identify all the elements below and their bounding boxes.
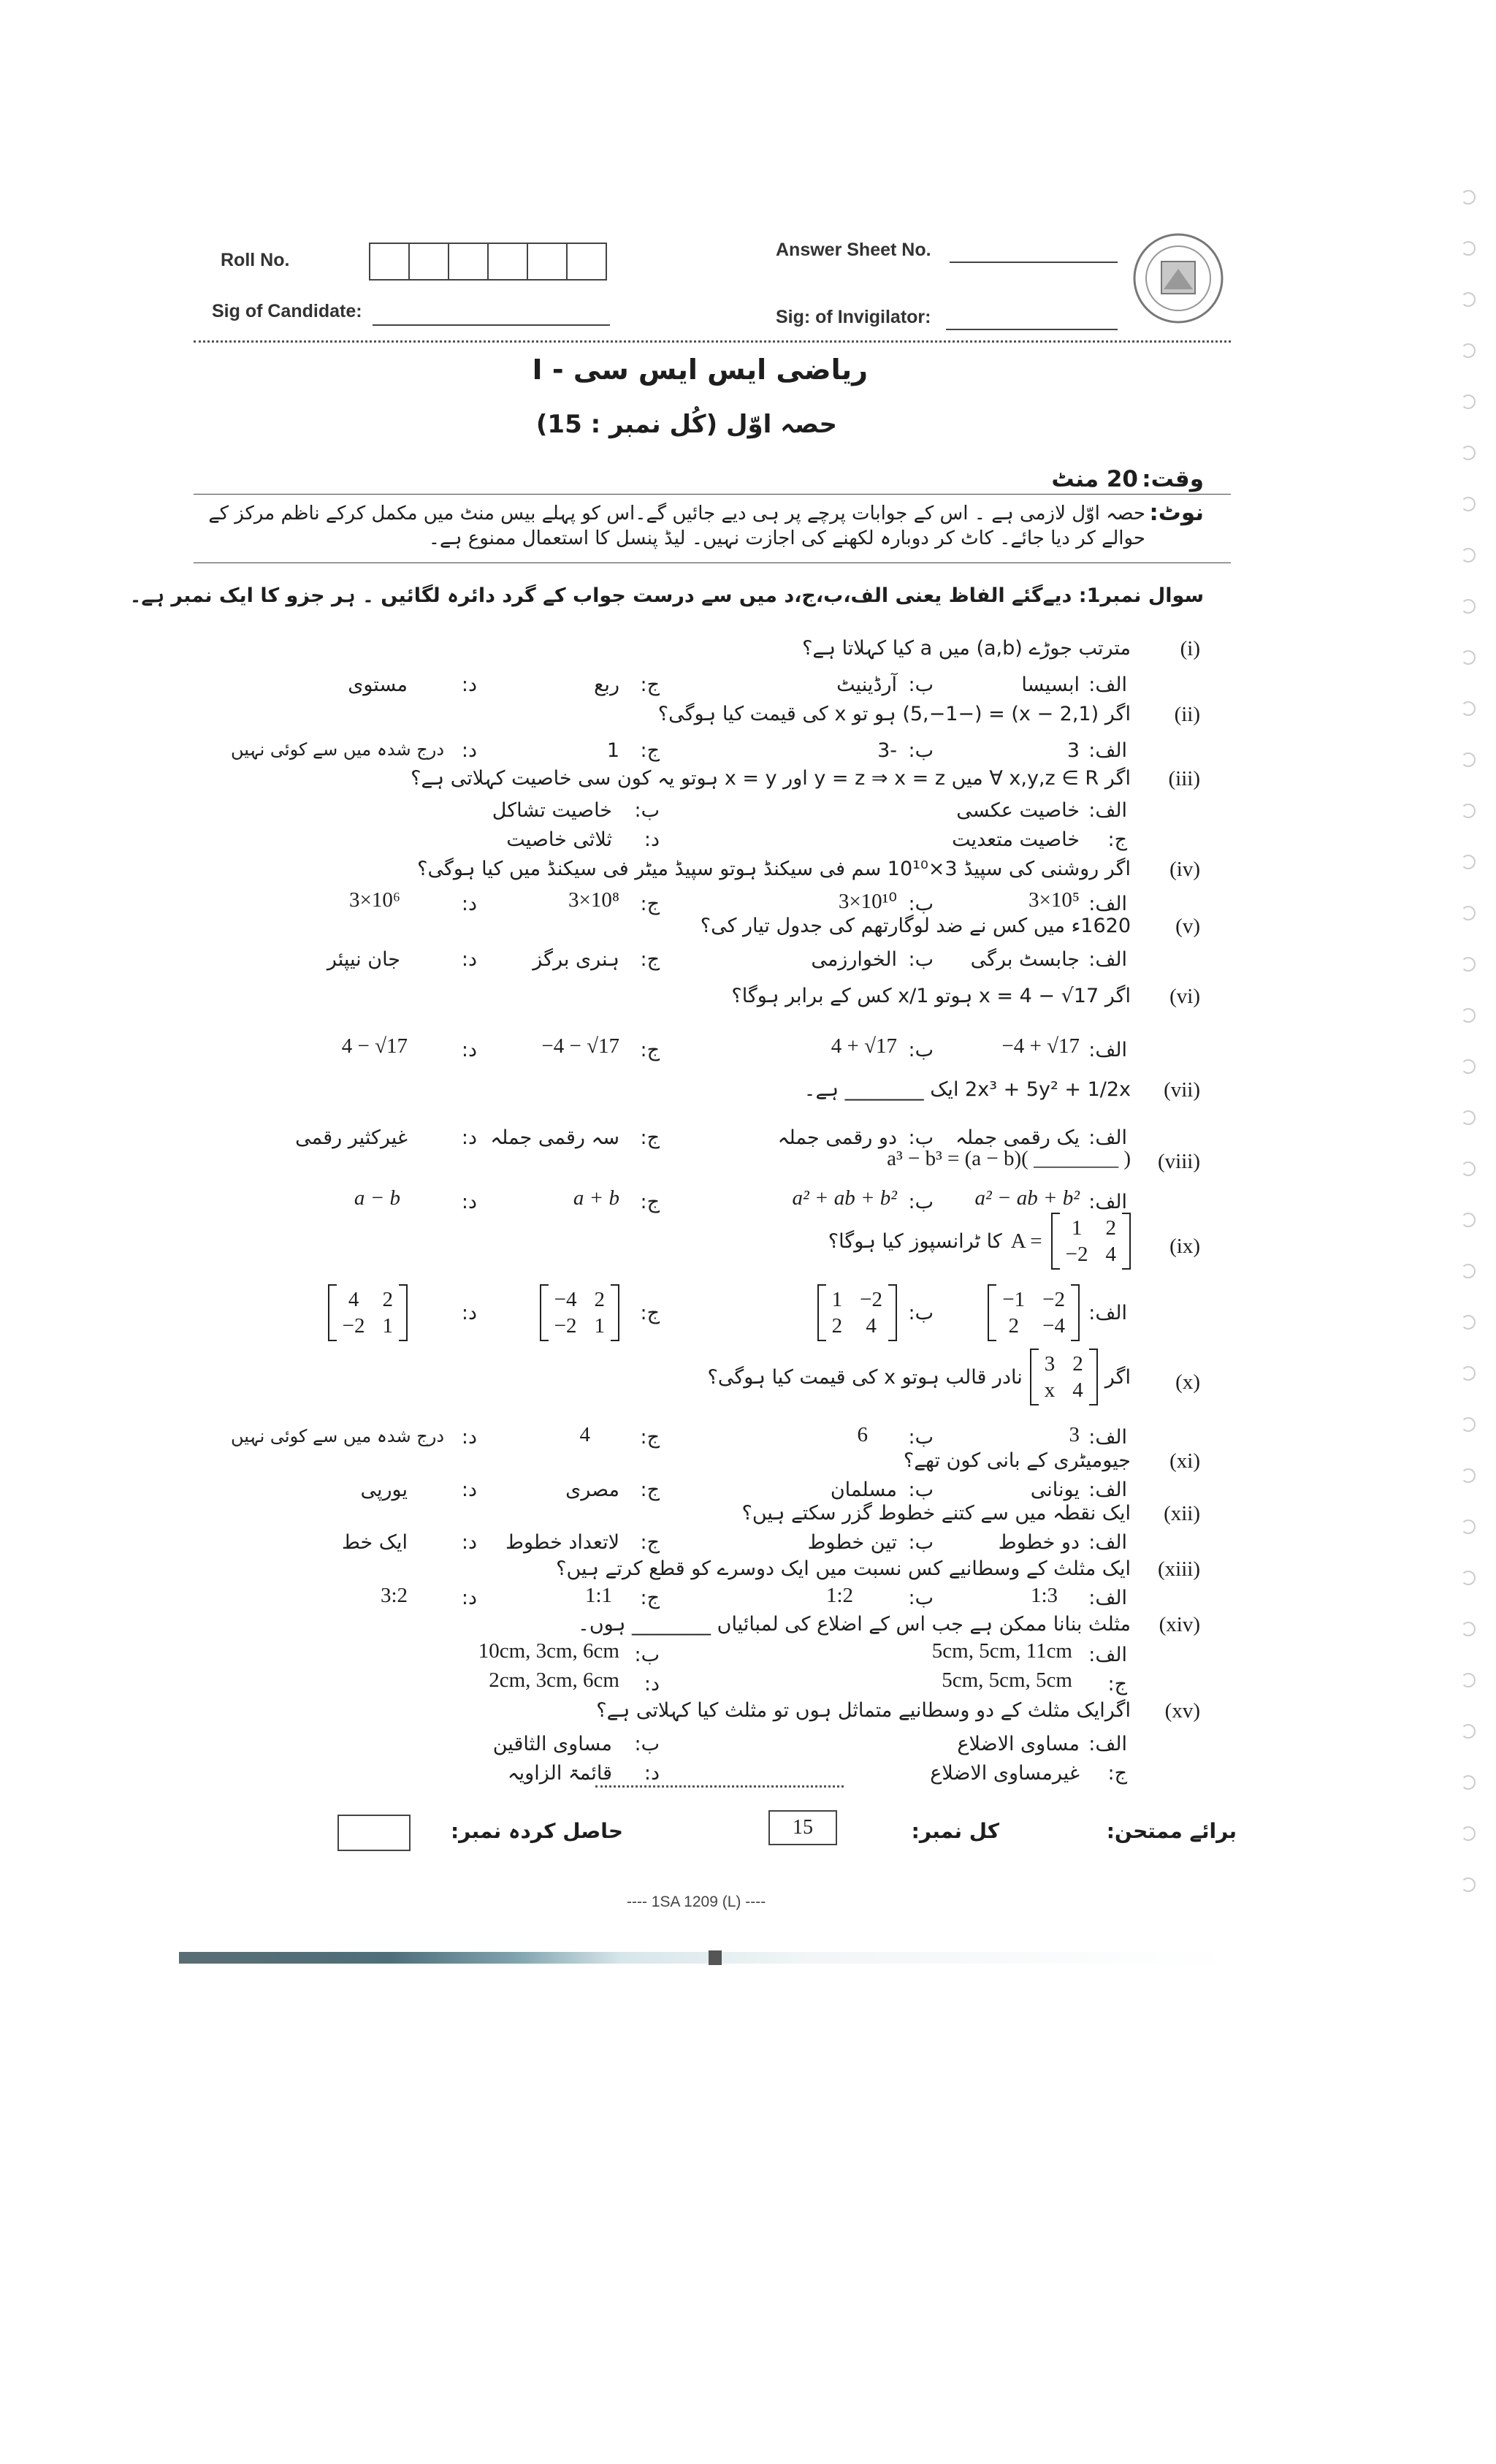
q13-option-a[interactable]: 1:3: [1030, 1584, 1058, 1607]
q15-number: (xv): [1164, 1699, 1200, 1723]
q14-option-b[interactable]: 10cm, 3cm, 6cm: [478, 1639, 619, 1663]
sig-candidate-label: Sig of Candidate:: [212, 301, 362, 321]
sig-invigilator-label: Sig: of Invigilator:: [776, 307, 931, 327]
q3-text: اگر x,y,z ∈ R ∀ میں y = z ⇒ x = z اور x = y ہوتو یہ کون سی خاصیت کہلاتی ہے؟: [411, 767, 1131, 790]
obtained-marks-box[interactable]: [337, 1815, 411, 1851]
q14-option-c[interactable]: 5cm, 5cm, 5cm: [942, 1668, 1072, 1692]
q1-option-c[interactable]: ربع: [594, 674, 619, 696]
q7-label-c: ج:: [640, 1126, 660, 1149]
answer-sheet-label: Answer Sheet No.: [776, 240, 931, 260]
q1-option-a[interactable]: ابسیسا: [1021, 674, 1080, 696]
q13-label-c: ج:: [640, 1587, 660, 1609]
q10-option-d[interactable]: درج شدہ میں سے کوئی نہیں: [231, 1426, 444, 1446]
q1-label-d: د:: [461, 674, 477, 696]
q5-option-c[interactable]: ہنری برگز: [533, 948, 619, 971]
q15-label-c: ج:: [1107, 1762, 1127, 1785]
q2-option-b[interactable]: -3: [877, 739, 897, 762]
q3-label-a: الف:: [1088, 799, 1127, 822]
scanner-mark: [709, 1950, 722, 1965]
q3-option-a[interactable]: خاصیت عکسی: [956, 799, 1080, 822]
examiner-label: برائے ممتحن:: [1106, 1819, 1237, 1843]
question-instruction: سوال نمبر1: دیےگئے الفاظ یعنی الف،ب،ج،د میں سے درست جواب کے گرد دائرہ لگائیں ۔ ہر جزو کا ایک نمبر ہے۔: [129, 584, 1204, 607]
q4-option-a[interactable]: 3×10⁵: [1028, 888, 1080, 912]
q4-label-d: د:: [461, 893, 477, 915]
q8-option-a[interactable]: a² − ab + b²: [974, 1186, 1080, 1210]
q7-text: 2x³ + 5y² + 1/2x ایک ________ ہے۔: [804, 1078, 1131, 1101]
q6-option-b[interactable]: 4 + √17: [831, 1034, 897, 1058]
q9-label-a: الف:: [1088, 1302, 1127, 1324]
q1-option-d[interactable]: مستوی: [348, 674, 408, 696]
q7-label-d: د:: [461, 1126, 477, 1149]
q5-option-a[interactable]: جابسٹ برگی: [970, 948, 1080, 971]
q1-label-b: ب:: [908, 674, 934, 696]
q6-option-a[interactable]: −4 + √17: [1001, 1034, 1080, 1058]
q8-option-c[interactable]: a + b: [573, 1186, 619, 1210]
q5-option-b[interactable]: الخوارزمی: [811, 948, 897, 971]
q3-label-c: ج:: [1107, 828, 1127, 851]
q7-label-b: ب:: [908, 1126, 934, 1149]
q8-text: a³ − b³ = (a − b)( ________ ): [887, 1147, 1131, 1170]
q9-option-d[interactable]: 4 2 −2 1: [328, 1284, 408, 1344]
q14-label-a: الف:: [1088, 1644, 1127, 1666]
q14-label-b: ب:: [634, 1644, 660, 1666]
q7-option-c[interactable]: سہ رقمی جملہ: [490, 1126, 619, 1149]
q10-option-c[interactable]: 4: [579, 1423, 590, 1446]
q11-option-d[interactable]: یورپی: [360, 1479, 408, 1501]
q2-label-d: د:: [461, 739, 477, 762]
q12-text: ایک نقطہ میں سے کتنے خطوط گزر سکتے ہیں؟: [741, 1502, 1131, 1525]
q8-label-b: ب:: [908, 1191, 934, 1213]
q2-option-a[interactable]: 3: [1066, 739, 1080, 762]
paper-title: ریاضی ایس ایس سی - I: [532, 354, 868, 386]
q1-label-c: ج:: [640, 674, 660, 696]
q10-label-d: د:: [461, 1426, 477, 1449]
q6-number: (vi): [1169, 985, 1200, 1008]
q2-label-c: ج:: [640, 739, 660, 762]
q14-number: (xiv): [1159, 1613, 1200, 1636]
q4-number: (iv): [1169, 858, 1200, 881]
q15-option-a[interactable]: مساوی الاضلاع: [957, 1733, 1080, 1755]
q6-option-c[interactable]: −4 − √17: [541, 1034, 619, 1058]
q3-label-b: ب:: [634, 799, 660, 822]
q3-label-d: د:: [644, 828, 660, 851]
note-label: نوٹ:: [1149, 500, 1204, 526]
q4-text: اگر روشنی کی سپیڈ 3×10¹⁰ سم فی سیکنڈ ہوتو سپیڈ میٹر فی سیکنڈ میں کیا ہوگی؟: [417, 858, 1131, 880]
q13-option-d[interactable]: 3:2: [380, 1584, 408, 1607]
q9-label-b: ب:: [908, 1302, 934, 1324]
roll-no-label: Roll No.: [221, 250, 290, 270]
q5-label-b: ب:: [908, 948, 934, 971]
q11-option-a[interactable]: یونانی: [1030, 1479, 1080, 1501]
q9-number: (ix): [1169, 1235, 1200, 1258]
q8-option-d[interactable]: a − b: [354, 1186, 400, 1210]
q15-label-b: ب:: [634, 1733, 660, 1755]
q12-label-a: الف:: [1088, 1531, 1127, 1554]
q13-label-d: د:: [461, 1587, 477, 1609]
q4-option-b[interactable]: 3×10¹⁰: [838, 890, 897, 913]
q5-text: 1620ء میں کس نے ضد لوگارتھم کی جدول تیار کی؟: [700, 915, 1131, 937]
q2-label-b: ب:: [908, 739, 934, 762]
q11-option-b[interactable]: مسلمان: [830, 1479, 897, 1501]
q9-matrix-a: کا ٹرانسپوز کیا ہوگا؟ A = 1 2 −2 4: [828, 1213, 1131, 1270]
q6-label-d: د:: [461, 1039, 477, 1061]
q4-label-c: ج:: [640, 893, 660, 915]
obtained-marks-label: حاصل کردہ نمبر:: [450, 1819, 623, 1843]
q14-option-a[interactable]: 5cm, 5cm, 11cm: [931, 1639, 1072, 1663]
q4-option-c[interactable]: 3×10⁸: [568, 888, 619, 912]
q2-text: اگر (x − 2,1) = (−5,−1) ہو تو x کی قیمت کیا ہوگی؟: [657, 703, 1131, 725]
q1-number: (i): [1180, 637, 1200, 660]
q12-option-b[interactable]: تین خطوط: [807, 1531, 897, 1554]
q15-option-c[interactable]: غیرمساوی الاضلاع: [930, 1762, 1080, 1785]
q2-label-a: الف:: [1088, 739, 1127, 762]
q2-option-c[interactable]: 1: [606, 739, 619, 762]
time-label: وقت:: [1142, 466, 1204, 492]
sig-invigilator-line[interactable]: [946, 329, 1118, 330]
q10-option-b[interactable]: 6: [857, 1423, 868, 1446]
q4-label-a: الف:: [1088, 893, 1127, 915]
q11-text: جیومیٹری کے بانی کون تھے؟: [903, 1449, 1131, 1472]
q12-option-c[interactable]: لاتعداد خطوط: [505, 1531, 619, 1554]
q14-label-c: ج:: [1107, 1673, 1127, 1696]
q10-label-b: ب:: [908, 1426, 934, 1449]
q2-number: (ii): [1174, 703, 1200, 726]
q13-label-b: ب:: [908, 1587, 934, 1609]
q5-number: (v): [1175, 915, 1200, 938]
note-bottom-rule: [194, 562, 1231, 563]
q7-option-a[interactable]: یک رقمی جملہ: [955, 1126, 1080, 1149]
q1-label-a: الف:: [1088, 674, 1127, 696]
q12-option-d[interactable]: ایک خط: [341, 1531, 408, 1554]
q11-label-d: د:: [461, 1479, 477, 1501]
q9-label-d: د:: [461, 1302, 477, 1324]
q10-label-c: ج:: [640, 1426, 660, 1449]
time-value: 20 منٹ: [1051, 466, 1138, 492]
q11-label-c: ج:: [640, 1479, 660, 1501]
q8-label-a: الف:: [1088, 1191, 1127, 1213]
q9-option-c[interactable]: −4 2 −2 1: [540, 1284, 619, 1344]
end-separator: [595, 1785, 844, 1788]
q9-label-c: ج:: [640, 1302, 660, 1324]
q8-option-b[interactable]: a² + ab + b²: [792, 1186, 897, 1210]
q3-option-b[interactable]: خاصیت تشاکل: [492, 799, 612, 822]
q15-option-b[interactable]: مساوی الثاقین: [492, 1733, 612, 1755]
header-separator: [194, 340, 1231, 343]
part-title: حصہ اوّل (کُل نمبر : 15): [535, 410, 837, 439]
q10-question: نادر قالب ہوتو x کی قیمت کیا ہوگی؟ 3 2 x 4 اگر: [708, 1349, 1131, 1405]
q13-option-c[interactable]: 1:1: [584, 1584, 612, 1607]
q5-label-c: ج:: [640, 948, 660, 971]
q5-option-d[interactable]: جان نیپئر: [327, 948, 400, 971]
q12-label-d: د:: [461, 1531, 477, 1554]
q7-label-a: الف:: [1088, 1126, 1127, 1149]
q11-label-a: الف:: [1088, 1479, 1127, 1501]
q14-text: مثلث بنانا ممکن ہے جب اس کے اضلاع کی لمبائیاں ________ ہوں۔: [578, 1613, 1131, 1636]
q6-label-b: ب:: [908, 1039, 934, 1061]
scanner-strip: [179, 1952, 1231, 1964]
note-top-rule: [194, 494, 1231, 495]
q5-label-a: الف:: [1088, 948, 1127, 971]
q13-label-a: الف:: [1088, 1587, 1127, 1609]
q1-text: مترتب جوڑے (a,b) میں a کیا کہلاتا ہے؟: [802, 637, 1131, 660]
q12-label-b: ب:: [908, 1531, 934, 1554]
q12-number: (xii): [1164, 1502, 1200, 1525]
q2-option-d[interactable]: درج شدہ میں سے کوئی نہیں: [231, 739, 444, 760]
q15-label-d: د:: [644, 1762, 660, 1785]
q7-option-d[interactable]: غیرکثیر رقمی: [295, 1126, 408, 1149]
q6-label-a: الف:: [1088, 1039, 1127, 1061]
q3-option-c[interactable]: خاصیت متعدیت: [952, 828, 1080, 851]
q6-label-c: ج:: [640, 1039, 660, 1061]
q1-option-b[interactable]: آرڈینیٹ: [836, 674, 897, 696]
paper-code: ---- 1SA 1209 (L) ----: [627, 1893, 766, 1910]
sig-candidate-line[interactable]: [373, 324, 610, 326]
q7-option-b[interactable]: دو رقمی جملہ: [777, 1126, 897, 1149]
q10-option-a[interactable]: 3: [1069, 1423, 1080, 1446]
total-marks-label: کل نمبر:: [911, 1819, 999, 1843]
q8-label-d: د:: [461, 1191, 477, 1213]
q9-option-b[interactable]: 1 −2 2 4: [817, 1284, 897, 1344]
q12-label-c: ج:: [640, 1531, 660, 1554]
q14-label-d: د:: [644, 1673, 660, 1696]
q6-option-d[interactable]: 4 − √17: [341, 1034, 408, 1058]
q8-label-c: ج:: [640, 1191, 660, 1213]
note-line-2: حوالے کر دیا جائے۔ کاٹ کر دوبارہ لکھنے کی اجازت نہیں۔ لیڈ پنسل کا استعمال ممنوع ہے۔: [428, 527, 1145, 549]
q11-number: (xi): [1169, 1449, 1200, 1473]
q3-option-d[interactable]: ثلاثی خاصیت: [506, 828, 612, 851]
q13-text: ایک مثلث کے وسطانیے کس نسبت میں ایک دوسرے کو قطع کرتے ہیں؟: [556, 1557, 1131, 1580]
q7-number: (vii): [1164, 1078, 1200, 1102]
q9-option-a[interactable]: −1 −2 2 −4: [988, 1284, 1080, 1344]
answer-sheet-line[interactable]: [950, 262, 1118, 263]
q8-number: (viii): [1158, 1150, 1200, 1173]
q11-label-b: ب:: [908, 1479, 934, 1501]
q12-option-a[interactable]: دو خطوط: [998, 1531, 1080, 1554]
note-line-1: حصہ اوّل لازمی ہے ۔ اس کے جوابات پرچے پر ہی دیے جائیں گے۔اس کو پہلے بیس منٹ میں مکمل کرکے ناظم مرکز کے: [208, 503, 1145, 525]
q6-text: اگر x = 4 − √17 ہوتو 1/x کس کے برابر ہوگا؟: [731, 985, 1131, 1007]
q14-option-d[interactable]: 2cm, 3cm, 6cm: [489, 1668, 619, 1692]
q15-label-a: الف:: [1088, 1733, 1127, 1755]
q4-option-d[interactable]: 3×10⁶: [349, 888, 400, 912]
q13-number: (xiii): [1158, 1557, 1200, 1581]
roll-no-boxes[interactable]: [369, 243, 607, 281]
total-marks-box: 15: [768, 1810, 837, 1845]
q15-option-d[interactable]: قائمۃ الزاویہ: [507, 1762, 612, 1785]
q3-number: (iii): [1168, 767, 1200, 790]
q11-option-c[interactable]: مصری: [565, 1479, 619, 1501]
q15-text: اگرایک مثلث کے دو وسطانیے متماثل ہوں تو مثلث کیا کہلاتی ہے؟: [596, 1699, 1131, 1722]
q10-number: (x): [1175, 1370, 1200, 1394]
q4-label-b: ب:: [908, 893, 934, 915]
q13-option-b[interactable]: 1:2: [825, 1584, 853, 1607]
board-seal-logo: [1131, 231, 1226, 326]
q10-label-a: الف:: [1088, 1426, 1127, 1449]
q5-label-d: د:: [461, 948, 477, 971]
